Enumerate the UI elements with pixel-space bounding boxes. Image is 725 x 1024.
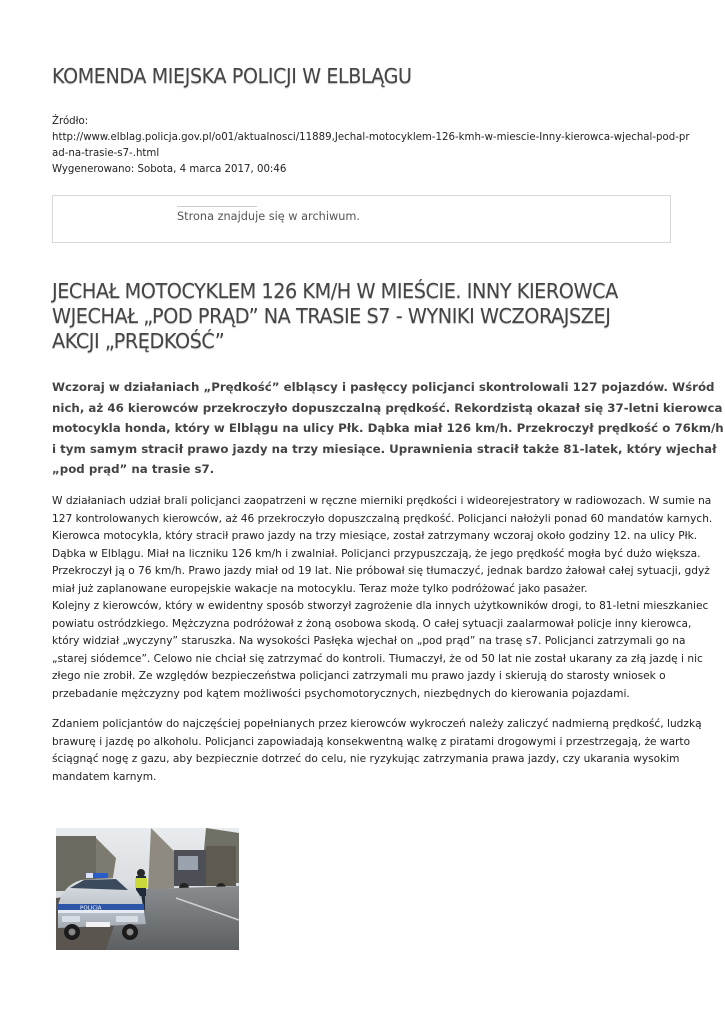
source-info [52,114,690,178]
paragraph-line: ściągnąć nogę z gazu, aby bezpiecznie dotrzeć do celu, nie ryzykując zatrzymania prawa jazdy, czy ukarania wysokim [52,753,680,765]
article-title [52,279,692,354]
paragraph-line: Dąbka w Elblągu. Miał na liczniku 126 km/h i zwalniał. Policjanci przypuszczają, że jego prędkość mogła być dużo większa. [52,547,701,560]
police-car-photo [56,828,239,950]
source-url-line-1[interactable]: http://www.elblag.policja.gov.pl/o01/aktualnosci/11889,Jechal-motocyklem-126-kmh-w-miescie-Inny-kierowca-wjechal-pod-pr [52,132,690,143]
lead-line: „pod prąd” na trasie s7. [52,462,215,477]
lead-line: nich, aż 46 kierowców przekroczyło dopuszczalną prędkość. Rekordzistą okazał się 37-letni kierowca [52,400,723,415]
paragraph-line: 127 kontrolowanych kierowców, aż 46 przekroczyło dopuszczalną prędkość. Policjanci nałożyli ponad 60 mandatów karnych. [52,512,713,525]
article-lead [52,377,724,480]
article-title-line: WJECHAŁ „POD PRĄD” NA TRASIE S7 - WYNIKI WCZORAJSZEJ [52,304,611,328]
archive-divider [177,206,257,207]
paragraph-line: przebadanie mężczyzny pod kątem możliwości psychomotorycznych, niezbędnych do kierowania pojazdami. [52,687,630,700]
paragraph-line: „starej siódemce”. Celowo nie chciał się zatrzymać do kontroli. Tłumaczył, że od 50 lat nie został ukarany za złą jazdę i nic [52,652,703,665]
lead-line: Wczoraj w działaniach „Prędkość” elbląscy i pasłęccy policjanci skontrolowali 127 pojazdów. Wśród [52,380,715,394]
paragraph-line: Kierowca motocykla, który stracił prawo jazdy na trzy miesiące, został zatrzymany wczoraj około godziny 12. na ulicy Płk. [52,530,698,542]
paragraph-line: powiatu ostródzkiego. Mężczyzna podróżował z żoną osobowa skodą. O całej sytuacji zaalarmował policje inny kierowca, [52,617,692,630]
article-paragraph-2 [52,716,702,786]
article-photo [56,828,239,950]
car-label: POLICJA [80,905,102,912]
source-label: Źródło: [52,116,89,127]
site-title: KOMENDA MIEJSKA POLICJI W ELBLĄGU [52,64,412,88]
source-url-line-2[interactable]: ad-na-trasie-s7-.html [52,148,160,159]
paragraph-line: mandatem karnym. [52,770,157,783]
lead-line: motocykla honda, który w Elblągu na ulicy Płk. Dąbka miał 126 km/h. Przekroczył prędkość o 76km/h [52,421,724,436]
generated-date: Wygenerowano: Sobota, 4 marca 2017, 00:46 [52,164,287,175]
archive-message: Strona znajduje się w archiwum. [177,210,360,223]
paragraph-line: Kolejny z kierowców, który w ewidentny sposób stworzył zagrożenie dla innych użytkowników drogi, to 81-letni mieszkaniec [52,600,709,612]
paragraph-line: Zdaniem policjantów do najczęściej popełnianych przez kierowców wykroczeń należy zaliczyć nadmierną prędkość, ludzką [52,718,702,730]
paragraph-line: złego nie zrobił. Ze względów bezpieczeństwa policjanci zatrzymali mu prawo jazdy i skierują do starosty wniosek o [52,670,666,682]
article-paragraph-1 [52,493,713,703]
paragraph-line: który widział „wyczyny” staruszka. Na wysokości Pasłęka wjechał on „pod prąd” na trasę s7. Policjanci zatrzymali go na [52,635,686,647]
article-title-line: JECHAŁ MOTOCYKLEM 126 KM/H W MIEŚCIE. INNY KIEROWCA [52,279,618,303]
paragraph-line: miał już zaplanowane europejskie wakacje na motocyklu. Teraz może tylko podróżować jako pasażer. [52,582,588,595]
paragraph-line: brawurę i jazdę po alkoholu. Policjanci zapowiadają konsekwentną walkę z piratami drogowymi i przestrzegają, że warto [52,735,691,748]
paragraph-line: Przekroczył ją o 76 km/h. Prawo jazdy miał od 19 lat. Nie próbował się tłumaczyć, jednak bardzo żałował całej sytuacji, gdyż [52,565,710,577]
paragraph-line: W działaniach udział brali policjanci zaopatrzeni w ręczne mierniki prędkości i wideorejestratory w radiowozach. W sumie na [52,495,712,507]
article-title-line: AKCJI „PRĘDKOŚĆ” [52,329,225,353]
archive-notice [52,195,671,243]
lead-line: i tym samym stracił prawo jazdy na trzy miesiące. Uprawnienia stracił także 81-latek, który wjechał [52,441,717,456]
